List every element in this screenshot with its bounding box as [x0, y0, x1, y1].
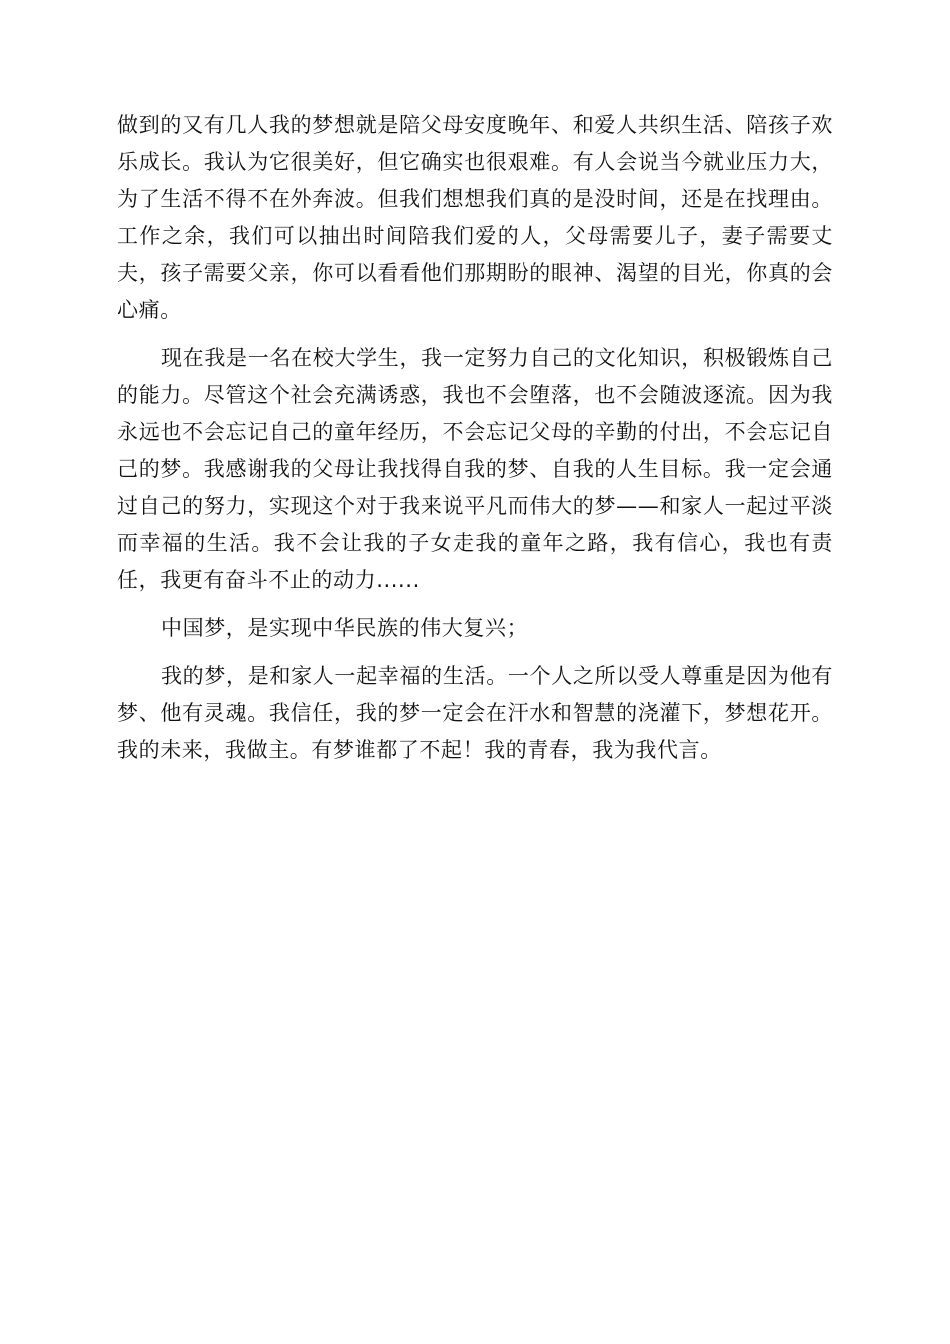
paragraph-3: 中国梦，是实现中华民族的伟大复兴； [161, 616, 529, 640]
paragraph-2: 现在我是一名在校大学生，我一定努力自己的文化知识，积极锻炼自己的能力。尽管这个社会充满诱惑，我也不会堕落，也不会随波逐流。因为我永远也不会忘记自己的童年经历，不会忘记父母的辛勤的付出，不会忘记自己的梦。我感谢我的父母让我找得自我的梦、自我的人生目标。我一定会通过自己的努力，实现这个对于我来说平凡而伟大的梦——和家人一起过平淡而幸福的生活。我不会让我的子女走我的童年之路，我有信心，我也有责任，我更有奋斗不止的动力...... [117, 346, 833, 592]
paragraph-1: 做到的又有几人我的梦想就是陪父母安度晚年、和爱人共织生活、陪孩子欢乐成长。我认为它很美好，但它确实也很艰难。有人会说当今就业压力大，为了生活不得不在外奔波。但我们想想我们真的是没时间，还是在找理由。工作之余，我们可以抽出时间陪我们爱的人，父母需要儿子，妻子需要丈夫，孩子需要父亲，你可以看看他们那期盼的眼神、渴望的目光，你真的会心痛。 [117, 113, 833, 322]
document-body [117, 107, 833, 780]
paragraph-4: 我的梦，是和家人一起幸福的生活。一个人之所以受人尊重是因为他有梦、他有灵魂。我信任，我的梦一定会在汗水和智慧的浇灌下，梦想花开。我的未来，我做主。有梦谁都了不起！我的青春，我为我代言。 [117, 664, 833, 762]
